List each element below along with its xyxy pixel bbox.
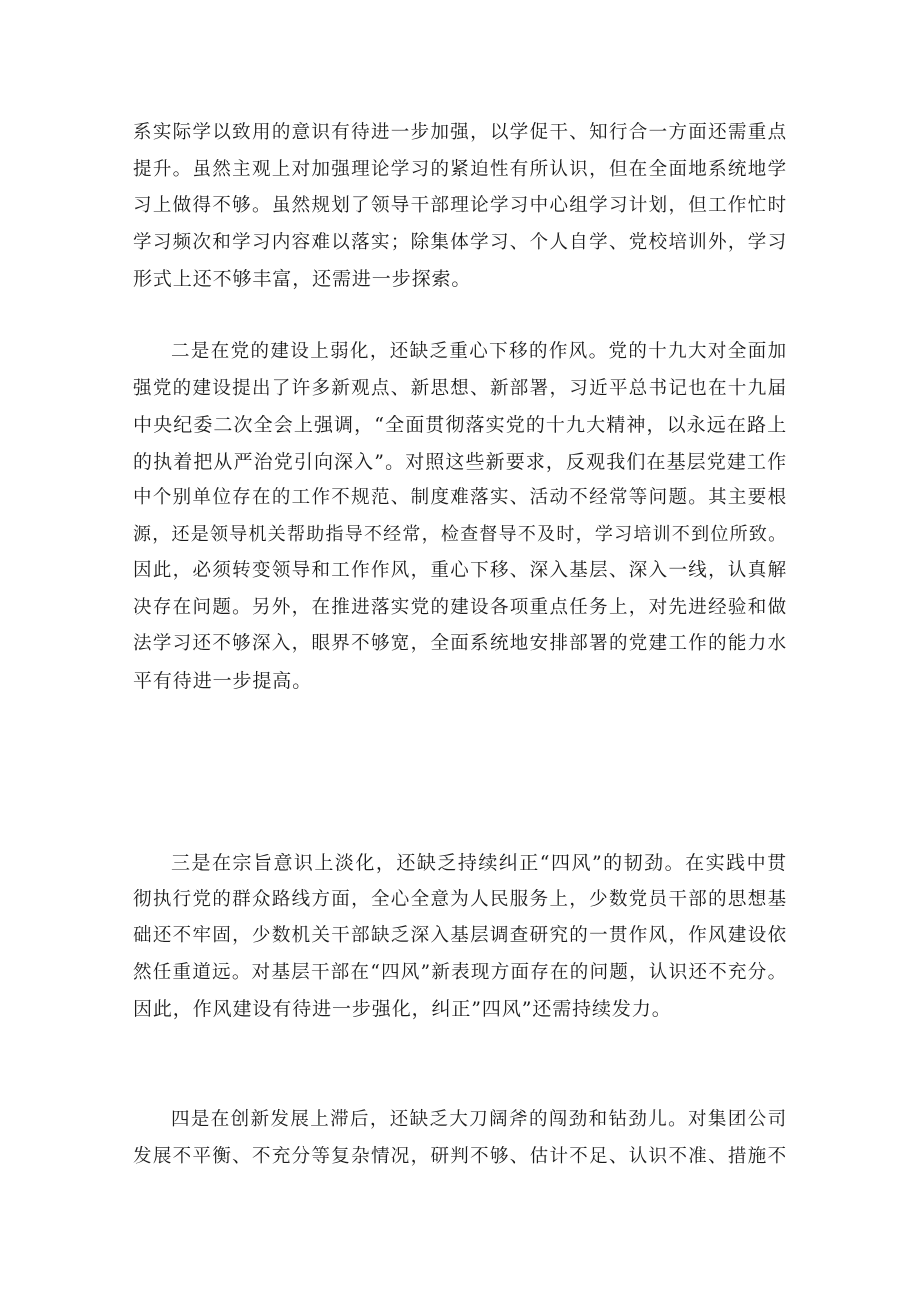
text-line: 平有待进一步提高。 xyxy=(133,669,313,692)
paragraph-study-awareness xyxy=(133,115,787,298)
text-line: 因此，作风建设有待进一步强化，纠正”四风”还需持续发力。 xyxy=(133,998,672,1020)
text-line: 法学习还不够深入，眼界不够宽，全面系统地安排部署的党建工作的能力水 xyxy=(133,633,787,654)
paragraph-party-building xyxy=(133,334,787,699)
text-line: 三是在宗旨意识上淡化，还缺乏持续纠正“四风”的韧劲。在实践中贯 xyxy=(171,852,787,874)
text-line: 中个别单位存在的工作不规范、制度难落实、活动不经常等问题。其主要根 xyxy=(133,487,787,508)
paragraph-innovation xyxy=(133,1102,787,1175)
text-line: 系实际学以致用的意识有待进一步加强，以学促干、知行合一方面还需重点 xyxy=(133,122,787,143)
text-line: 发展不平衡、不充分等复杂情况，研判不够、估计不足、认识不准、措施不 xyxy=(133,1145,787,1167)
text-line: 中央纪委二次全会上强调，“全面贯彻落实党的十九大精神，以永远在路上 xyxy=(133,414,787,436)
text-line: 形式上还不够丰富，还需进一步探索。 xyxy=(133,268,472,290)
paragraph-purpose-awareness xyxy=(133,845,787,1028)
text-line: 学习频次和学习内容难以落实；除集体学习、个人自学、党校培训外，学习 xyxy=(133,231,787,253)
text-line: 四是在创新发展上滞后，还缺乏大刀阔斧的闯劲和钻劲儿。对集团公司 xyxy=(171,1109,787,1130)
text-line: 彻执行党的群众路线方面，全心全意为人民服务上，少数党员干部的思想基 xyxy=(133,888,787,910)
text-line: 强党的建设提出了许多新观点、新思想、新部署，习近平总书记也在十九届 xyxy=(133,377,787,399)
text-line: 源，还是领导机关帮助指导不经常，检查督导不及时，学习培训不到位所致。 xyxy=(133,523,787,545)
text-line: 然任重道远。对基层干部在“四风”新表现方面存在的问题，认识还不充分。 xyxy=(133,961,787,983)
text-line: 提升。虽然主观上对加强理论学习的紧迫性有所认识，但在全面地系统地学 xyxy=(133,158,787,180)
text-line: 础还不牢固，少数机关干部缺乏深入基层调查研究的一贯作风，作风建设依 xyxy=(133,925,787,946)
text-line: 的执着把从严治党引向深入”。对照这些新要求，反观我们在基层党建工作 xyxy=(133,450,787,473)
text-line: 习上做得不够。虽然规划了领导干部理论学习中心组学习计划，但工作忙时 xyxy=(133,195,787,216)
text-line: 二是在党的建设上弱化，还缺乏重心下移的作风。党的十九大对全面加 xyxy=(171,341,787,362)
text-line: 因此，必须转变领导和工作作风，重心下移、深入基层、深入一线，认真解 xyxy=(133,560,787,581)
text-line: 决存在问题。另外，在推进落实党的建设各项重点任务上，对先进经验和做 xyxy=(133,596,787,618)
